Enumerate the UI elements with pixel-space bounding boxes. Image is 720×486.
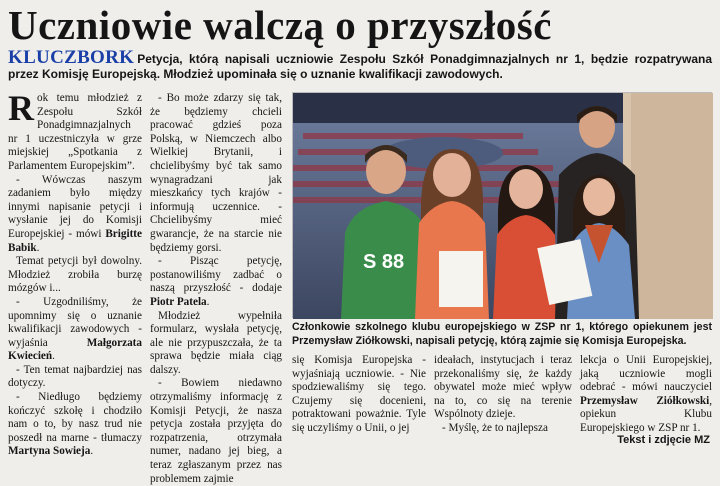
paragraph: - Wówczas naszym zadaniem było między innymi napisanie petycji i wysłanie jej do Komisji Europejskiej - mówi	[8, 173, 142, 240]
article-column-3	[292, 354, 426, 446]
article-column-5	[580, 354, 712, 446]
drop-cap: R	[8, 88, 34, 128]
group-photo	[292, 92, 712, 318]
person-name: Martyna Sowieja	[8, 445, 91, 458]
photo-caption: Członkowie szkolnego klubu europejskiego w ZSP nr 1, którego opiekunem jest Przemysław Ziółkowski, napisali petycję, którą zajmie się Komisja Europejska.	[292, 321, 712, 347]
paragraph: - Myślę, że to najlepsza	[442, 421, 548, 434]
person-name: Przemysław Ziółkowski	[580, 394, 710, 407]
paragraph: - Uzgodniliśmy, że upomnimy się o uznanie kwalifikacji zawodowych - wyjaśnia	[8, 295, 142, 349]
dateline-place: KLUCZBORK	[8, 47, 135, 68]
paragraph: - Bo może zdarzy się tak, że będziemy chcieli pracować gdzieś poza Polską, w Niemczech albo Wielkiej Brytanii, i chcielibyśmy być tak samo wynagradzani jak mieszkańcy tych krajów - informują uczennice. - Chcielibyśmy mieć gwarancje, że na starcie nie będziemy gorsi.	[150, 92, 282, 254]
person-name: Piotr Patela	[150, 295, 207, 308]
paragraph: Młodzież wypełniła formularz, wysłała petycję, ale nie przypuszczała, że ta sprawa będzie miała ciąg dalszy.	[150, 309, 282, 376]
article-column-2: - Bo może zdarzy się tak, że będziemy chcieli pracować gdzieś poza Polską, w Niemczech albo Wielkiej Brytanii, i chcielibyśmy być tak samo wynagradzani jak mieszkańcy tych krajów - informują uczennice. - Chcielibyśmy mieć gwarancje, że na starcie nie będziemy gorsi. - Pisząc petycję, postanowiliśmy zadbać o naszą przyszłość - dodaje Piotr Patela. Młodzież wypełniła formularz, wysłała petycję, ale nie przypuszczała, że ta sprawa będzie miała ciąg dalszy. - Bowiem niedawno otrzymaliśmy informację z Komisji Petycji, że nasza petycja została przyjęta do rozpatrzenia, otrzymała numer, nadano jej bieg, a teraz zgłaszanym przez nas problemem zajmie	[150, 92, 282, 485]
paragraph: - Niedługo będziemy kończyć szkołę i chodziło nam o to, by nasz trud nie poszedł na marne - tłumaczy	[8, 391, 142, 444]
paragraph: - Ten temat najbardziej nas dotyczy.	[8, 363, 142, 390]
paragraph: ok temu młodzież z Zespołu Szkół Ponadgimnazjalnych nr 1 uczestniczyła w grze miejskiej „Spotkania z Parlamentem Europejskim”.	[8, 92, 142, 172]
author-credit: Tekst i zdjęcie MZ	[617, 434, 710, 446]
paragraph: , opiekun Klubu Europejskiego w ZSP nr 1.	[580, 394, 712, 434]
lead-paragraph	[8, 47, 712, 82]
paragraph: ideałach, instytucjach i teraz przekonaliśmy się, że każdy obywatel może mieć wpływ na to, co się na terenie Wspólnoty dzieje.	[434, 354, 572, 421]
lead-text: Petycja, którą napisali uczniowie Zespołu Szkół Ponadgimnazjalnych nr 1, będzie rozpatrywana przez Komisję Europejską. Młodzież upominała się o uznanie kwalifikacji zawodowych.	[8, 52, 712, 81]
paragraph: Temat petycji był dowolny. Młodzież zrobiła burzę mózgów i...	[8, 255, 142, 295]
headline: Uczniowie walczą o przyszłość	[8, 2, 552, 48]
paragraph: lekcja o Unii Europejskiej, jaką uczniowie mogli odebrać - mówi nauczyciel	[580, 354, 712, 394]
shirt-print: S 88	[363, 251, 405, 273]
person-name: Małgorzata Kwiecień	[8, 336, 142, 363]
photo-illustration	[293, 93, 713, 319]
paragraph: się Komisja Europejska - wyjaśniają uczniowie. - Nie spodziewaliśmy się tego. Czujemy się docenieni, potraktowani poważnie. Tyle się uczyliśmy o Unii, o jej	[292, 354, 426, 434]
paragraph: - Pisząc petycję, postanowiliśmy zadbać o naszą przyszłość - dodaje	[150, 255, 282, 295]
paragraph: - Bowiem niedawno otrzymaliśmy informację z Komisji Petycji, że nasza petycja została przyjęta do rozpatrzenia, otrzymała numer, nadano jej bieg, a teraz zgłaszanym przez nas problemem zajmie	[150, 377, 282, 485]
person-name: Brigitte Babik	[8, 227, 142, 254]
article-column-4	[434, 354, 572, 446]
article-column-1: Rok temu młodzież z Zespołu Szkół Ponadgimnazjalnych nr 1 uczestniczyła w grze miejskiej „Spotkania z Parlamentem Europejskim”. - Wówczas naszym zadaniem było między innymi napisanie petycji i wysłanie jej do Komisji Europejskiej - mówi Brigitte Babik. Temat petycji był dowolny. Młodzież zrobiła burzę mózgów i... - Uzgodniliśmy, że upomnimy się o uznanie kwalifikacji zawodowych - wyjaśnia Małgorzata Kwiecień. - Ten temat najbardziej nas dotyczy. - Niedługo będziemy kończyć szkołę i chodziło nam o to, by nasz trud nie poszedł na marne - tłumaczy Martyna Sowieja.	[8, 88, 142, 458]
